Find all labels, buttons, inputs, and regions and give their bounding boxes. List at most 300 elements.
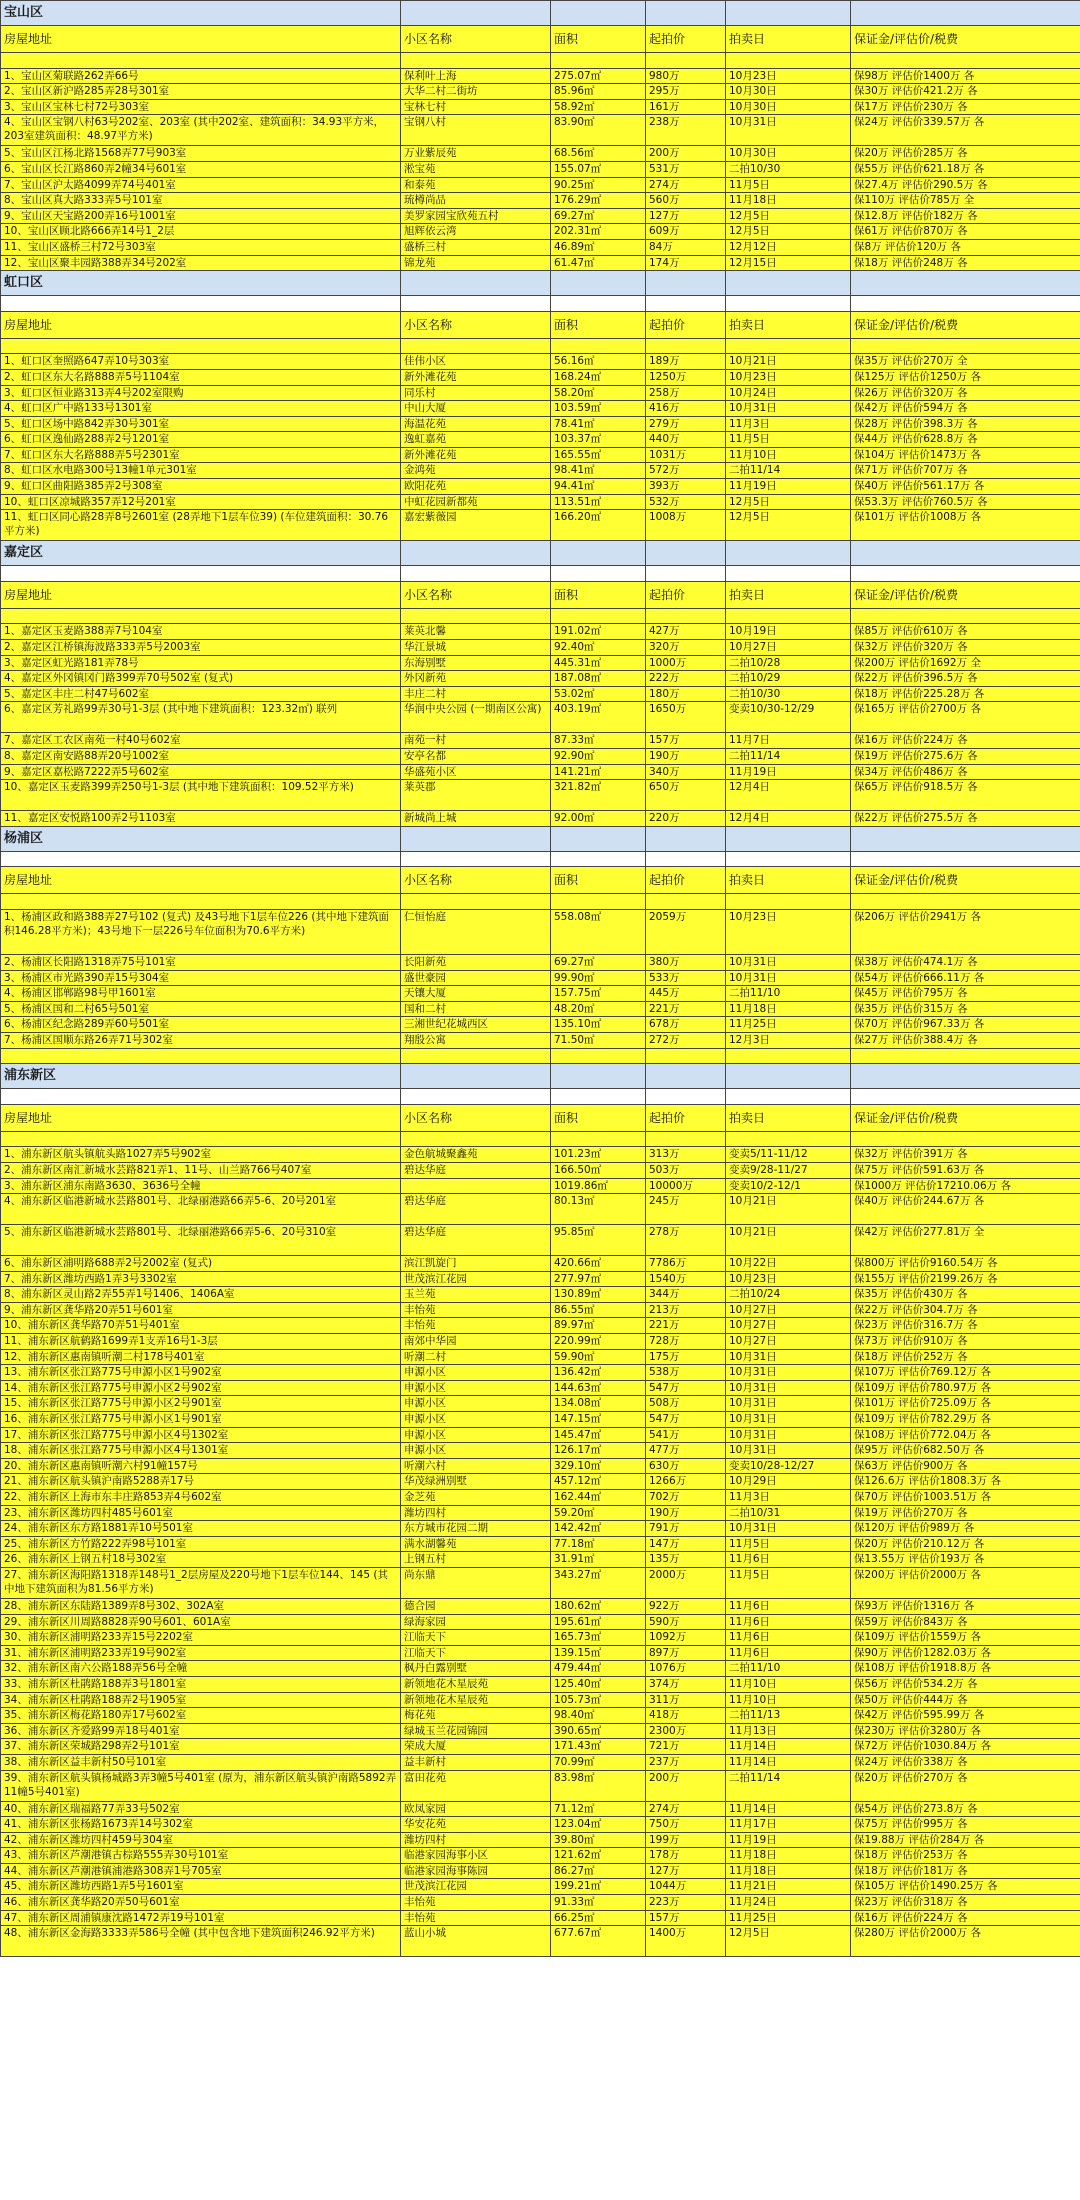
empty-cell	[646, 894, 726, 910]
cell-start-price: 1650万	[646, 702, 726, 733]
column-header-community: 小区名称	[401, 1104, 551, 1131]
cell-address: 13、浦东新区张江路775号申源小区1号902室	[1, 1365, 401, 1381]
table-row	[1, 733, 1080, 749]
cell-address: 2、宝山区新沪路285弄28号301室	[1, 84, 401, 100]
cell-area: 71.12㎡	[551, 1801, 646, 1817]
spacer-row	[1, 894, 1080, 910]
spacer-row	[1, 608, 1080, 624]
cell-deposit-valuation-tax: 保18万 评估价181万 各	[851, 1863, 1080, 1879]
cell-community: 丰怡苑	[401, 1302, 551, 1318]
cell-auction-date: 10月31日	[726, 401, 851, 417]
empty-cell	[726, 53, 851, 69]
table-row	[1, 1848, 1080, 1864]
table-row	[1, 1567, 1080, 1598]
table-row	[1, 510, 1080, 541]
cell-deposit-valuation-tax: 保120万 评估价989万 各	[851, 1521, 1080, 1537]
cell-auction-date: 10月31日	[726, 1427, 851, 1443]
table-row	[1, 749, 1080, 765]
table-row	[1, 1536, 1080, 1552]
cell-community: 欧阳花苑	[401, 479, 551, 495]
cell-auction-date: 11月3日	[726, 416, 851, 432]
table-row	[1, 702, 1080, 733]
cell-start-price: 503万	[646, 1162, 726, 1178]
cell-start-price: 572万	[646, 463, 726, 479]
column-header-deposit-valuation-tax: 保证金/评估价/税费	[851, 1104, 1080, 1131]
cell-auction-date: 11月25日	[726, 1910, 851, 1926]
cell-start-price: 702万	[646, 1490, 726, 1506]
column-header-deposit-valuation-tax: 保证金/评估价/税费	[851, 311, 1080, 338]
empty-cell	[646, 271, 726, 296]
cell-address: 20、浦东新区惠南镇听潮六村91幢157号	[1, 1458, 401, 1474]
table-row	[1, 1412, 1080, 1428]
table-row	[1, 1302, 1080, 1318]
cell-area: 187.08㎡	[551, 671, 646, 687]
cell-community: 丰怡苑	[401, 1318, 551, 1334]
cell-start-price: 980万	[646, 68, 726, 84]
cell-auction-date: 二拍10/28	[726, 655, 851, 671]
cell-deposit-valuation-tax: 保17万 评估价230万 各	[851, 99, 1080, 115]
cell-community: 绿海家园	[401, 1614, 551, 1630]
column-header-row	[1, 311, 1080, 338]
cell-start-price: 175万	[646, 1349, 726, 1365]
empty-cell	[401, 541, 551, 566]
cell-deposit-valuation-tax: 保19万 评估价275.6万 各	[851, 749, 1080, 765]
column-header-area: 面积	[551, 26, 646, 53]
cell-address: 5、杨浦区国和二村65号501室	[1, 1001, 401, 1017]
table-row	[1, 1194, 1080, 1225]
cell-deposit-valuation-tax: 保32万 评估价320万 各	[851, 640, 1080, 656]
cell-community: 潍坊四村	[401, 1832, 551, 1848]
table-row	[1, 208, 1080, 224]
cell-auction-date: 11月19日	[726, 764, 851, 780]
cell-deposit-valuation-tax: 保16万 评估价224万 各	[851, 1910, 1080, 1926]
empty-cell	[646, 1064, 726, 1089]
cell-area: 80.13㎡	[551, 1194, 646, 1225]
empty-cell	[1, 608, 401, 624]
cell-community: 蓝山小城	[401, 1926, 551, 1957]
table-row	[1, 255, 1080, 271]
cell-area: 134.08㎡	[551, 1396, 646, 1412]
table-row	[1, 764, 1080, 780]
cell-deposit-valuation-tax: 保126.6万 评估价1808.3万 各	[851, 1474, 1080, 1490]
cell-auction-date: 12月5日	[726, 224, 851, 240]
cell-auction-date: 11月18日	[726, 193, 851, 209]
cell-deposit-valuation-tax: 保42万 评估价595.99万 各	[851, 1708, 1080, 1724]
empty-cell	[551, 566, 646, 582]
cell-address: 8、宝山区真大路333弄5号101室	[1, 193, 401, 209]
cell-community: 江临天下	[401, 1630, 551, 1646]
cell-community: 新城尚上城	[401, 811, 551, 827]
cell-address: 10、宝山区顾北路666弄14号1_2层	[1, 224, 401, 240]
empty-cell	[551, 1064, 646, 1089]
cell-community: 申源小区	[401, 1427, 551, 1443]
empty-cell	[726, 566, 851, 582]
column-header-community: 小区名称	[401, 26, 551, 53]
cell-area: 321.82㎡	[551, 780, 646, 811]
cell-community: 安亭名都	[401, 749, 551, 765]
cell-community: 华茂绿洲别墅	[401, 1474, 551, 1490]
cell-community: 富田花苑	[401, 1770, 551, 1801]
cell-deposit-valuation-tax: 保71万 评估价707万 各	[851, 463, 1080, 479]
cell-address: 7、嘉定区工农区南苑一村40号602室	[1, 733, 401, 749]
column-header-auction-date: 拍卖日	[726, 1104, 851, 1131]
cell-address: 2、虹口区东大名路888弄5号1104室	[1, 369, 401, 385]
cell-community: 同乐村	[401, 385, 551, 401]
cell-start-price: 127万	[646, 1863, 726, 1879]
empty-cell	[726, 1, 851, 26]
table-row	[1, 1458, 1080, 1474]
column-header-start-price: 起拍价	[646, 311, 726, 338]
cell-community: 丰怡苑	[401, 1910, 551, 1926]
table-row	[1, 640, 1080, 656]
cell-deposit-valuation-tax: 保20万 评估价210.12万 各	[851, 1536, 1080, 1552]
table-row	[1, 1225, 1080, 1256]
cell-address: 3、浦东新区浦东南路3630、3636号全幢	[1, 1178, 401, 1194]
table-row	[1, 1598, 1080, 1614]
cell-start-price: 393万	[646, 479, 726, 495]
cell-address: 1、杨浦区政和路388弄27号102 (复式) 及43号地下1层车位226 (其中地下建筑面积146.28平方米)；43号地下一层226号车位面积为70.6平方米)	[1, 909, 401, 954]
table-row	[1, 1895, 1080, 1911]
cell-area: 85.96㎡	[551, 84, 646, 100]
cell-auction-date: 10月21日	[726, 1225, 851, 1256]
cell-community: 新领地花木星辰苑	[401, 1676, 551, 1692]
cell-community: 满水湖馨苑	[401, 1536, 551, 1552]
cell-address: 2、浦东新区南汇新城水芸路821弄1、11号、山兰路766号407室	[1, 1162, 401, 1178]
cell-auction-date: 10月30日	[726, 84, 851, 100]
cell-area: 83.90㎡	[551, 115, 646, 146]
cell-deposit-valuation-tax: 保109万 评估价782.29万 各	[851, 1412, 1080, 1428]
cell-area: 171.43㎡	[551, 1739, 646, 1755]
column-header-address: 房屋地址	[1, 581, 401, 608]
cell-auction-date: 10月27日	[726, 640, 851, 656]
cell-community: 佳伟小区	[401, 354, 551, 370]
cell-auction-date: 11月7日	[726, 733, 851, 749]
cell-auction-date: 10月31日	[726, 1443, 851, 1459]
cell-address: 2、嘉定区江桥镇海波路333弄5号2003室	[1, 640, 401, 656]
cell-start-price: 650万	[646, 780, 726, 811]
cell-start-price: 190万	[646, 1505, 726, 1521]
cell-deposit-valuation-tax: 保155万 评估价2199.26万 各	[851, 1271, 1080, 1287]
cell-area: 445.31㎡	[551, 655, 646, 671]
empty-cell	[646, 851, 726, 867]
cell-start-price: 630万	[646, 1458, 726, 1474]
cell-start-price: 897万	[646, 1645, 726, 1661]
table-row	[1, 1474, 1080, 1490]
cell-community: 三湘世纪花城西区	[401, 1017, 551, 1033]
cell-start-price: 1000万	[646, 655, 726, 671]
cell-area: 162.44㎡	[551, 1490, 646, 1506]
cell-area: 103.37㎡	[551, 432, 646, 448]
cell-area: 142.42㎡	[551, 1521, 646, 1537]
cell-deposit-valuation-tax: 保108万 评估价1918.8万 各	[851, 1661, 1080, 1677]
cell-community: 华润中央公园 (一期南区公寓)	[401, 702, 551, 733]
cell-deposit-valuation-tax: 保24万 评估价339.57万 各	[851, 115, 1080, 146]
section-title-row	[1, 1, 1080, 26]
cell-address: 6、杨浦区纪念路289弄60号501室	[1, 1017, 401, 1033]
cell-community: 益丰新村	[401, 1754, 551, 1770]
cell-address: 44、浦东新区芦潮港镇浦港路308弄1号705室	[1, 1863, 401, 1879]
cell-deposit-valuation-tax: 保1000万 评估价17210.06万 各	[851, 1178, 1080, 1194]
column-header-area: 面积	[551, 1104, 646, 1131]
cell-start-price: 135万	[646, 1552, 726, 1568]
empty-cell	[646, 608, 726, 624]
cell-start-price: 2300万	[646, 1723, 726, 1739]
cell-community: 旭辉依云湾	[401, 224, 551, 240]
cell-address: 11、浦东新区航鹤路1699弄1支弄16号1-3层	[1, 1334, 401, 1350]
empty-cell	[551, 1089, 646, 1105]
cell-address: 8、虹口区水电路300号13幢1单元301室	[1, 463, 401, 479]
empty-cell	[851, 1131, 1080, 1147]
table-row	[1, 1863, 1080, 1879]
cell-address: 12、宝山区聚丰园路388弄34号202室	[1, 255, 401, 271]
cell-auction-date: 11月10日	[726, 447, 851, 463]
empty-cell	[401, 608, 551, 624]
cell-start-price: 147万	[646, 1536, 726, 1552]
cell-area: 48.20㎡	[551, 1001, 646, 1017]
cell-area: 94.41㎡	[551, 479, 646, 495]
table-row	[1, 494, 1080, 510]
cell-area: 99.90㎡	[551, 970, 646, 986]
cell-deposit-valuation-tax: 保280万 评估价2000万 各	[851, 1926, 1080, 1957]
cell-area: 70.99㎡	[551, 1754, 646, 1770]
cell-area: 58.92㎡	[551, 99, 646, 115]
cell-area: 92.90㎡	[551, 749, 646, 765]
table-row	[1, 1365, 1080, 1381]
empty-cell	[401, 296, 551, 312]
section-title: 嘉定区	[1, 541, 401, 566]
cell-area: 71.50㎡	[551, 1032, 646, 1048]
cell-deposit-valuation-tax: 保65万 评估价918.5万 各	[851, 780, 1080, 811]
table-row	[1, 1723, 1080, 1739]
cell-start-price: 541万	[646, 1427, 726, 1443]
cell-community: 淞宝苑	[401, 161, 551, 177]
cell-community: 东海别墅	[401, 655, 551, 671]
column-header-area: 面积	[551, 867, 646, 894]
column-header-row	[1, 867, 1080, 894]
table-row	[1, 1645, 1080, 1661]
spacer-row	[1, 1131, 1080, 1147]
cell-auction-date: 11月18日	[726, 1863, 851, 1879]
cell-deposit-valuation-tax: 保19万 评估价270万 各	[851, 1505, 1080, 1521]
cell-start-price: 237万	[646, 1754, 726, 1770]
cell-address: 7、虹口区东大名路888弄5号2301室	[1, 447, 401, 463]
cell-address: 15、浦东新区张江路775号申源小区2号901室	[1, 1396, 401, 1412]
cell-start-price: 221万	[646, 1318, 726, 1334]
cell-community: 盛世豪园	[401, 970, 551, 986]
cell-area: 103.59㎡	[551, 401, 646, 417]
cell-start-price: 221万	[646, 1001, 726, 1017]
cell-auction-date: 11月17日	[726, 1817, 851, 1833]
column-header-community: 小区名称	[401, 581, 551, 608]
cell-area: 195.61㎡	[551, 1614, 646, 1630]
empty-cell	[646, 1089, 726, 1105]
table-row	[1, 1256, 1080, 1272]
cell-deposit-valuation-tax: 保90万 评估价1282.03万 各	[851, 1645, 1080, 1661]
cell-address: 14、浦东新区张江路775号申源小区2号902室	[1, 1380, 401, 1396]
cell-area: 56.16㎡	[551, 354, 646, 370]
cell-community: 锦龙苑	[401, 255, 551, 271]
cell-address: 46、浦东新区龚华路20弄50号601室	[1, 1895, 401, 1911]
cell-area: 145.47㎡	[551, 1427, 646, 1443]
cell-area: 123.04㎡	[551, 1817, 646, 1833]
cell-community: 金鸿苑	[401, 463, 551, 479]
cell-community: 听潮六村	[401, 1458, 551, 1474]
cell-area: 420.66㎡	[551, 1256, 646, 1272]
empty-cell	[401, 826, 551, 851]
cell-deposit-valuation-tax: 保72万 评估价1030.84万 各	[851, 1739, 1080, 1755]
cell-deposit-valuation-tax: 保16万 评估价224万 各	[851, 733, 1080, 749]
cell-auction-date: 10月31日	[726, 1380, 851, 1396]
cell-start-price: 532万	[646, 494, 726, 510]
cell-area: 329.10㎡	[551, 1458, 646, 1474]
cell-area: 165.55㎡	[551, 447, 646, 463]
cell-address: 48、浦东新区金海路3333弄586号全幢 (其中包含地下建筑面积246.92平方米)	[1, 1926, 401, 1957]
cell-deposit-valuation-tax: 保35万 评估价430万 各	[851, 1287, 1080, 1303]
cell-community: 外冈新苑	[401, 671, 551, 687]
cell-community: 碧达华庭	[401, 1194, 551, 1225]
column-header-area: 面积	[551, 581, 646, 608]
column-header-address: 房屋地址	[1, 311, 401, 338]
cell-auction-date: 10月31日	[726, 970, 851, 986]
cell-deposit-valuation-tax: 保22万 评估价396.5万 各	[851, 671, 1080, 687]
column-header-auction-date: 拍卖日	[726, 867, 851, 894]
cell-start-price: 531万	[646, 161, 726, 177]
empty-cell	[1, 296, 401, 312]
cell-start-price: 922万	[646, 1598, 726, 1614]
cell-area: 390.65㎡	[551, 1723, 646, 1739]
cell-deposit-valuation-tax: 保206万 评估价2941万 各	[851, 909, 1080, 954]
cell-auction-date: 11月13日	[726, 1723, 851, 1739]
cell-community: 南苑一村	[401, 733, 551, 749]
cell-address: 1、虹口区奎照路647弄10号303室	[1, 354, 401, 370]
cell-start-price: 547万	[646, 1380, 726, 1396]
cell-auction-date: 11月14日	[726, 1801, 851, 1817]
table-row	[1, 1754, 1080, 1770]
column-header-community: 小区名称	[401, 867, 551, 894]
cell-address: 6、浦东新区浦明路688弄2号2002室 (复式)	[1, 1256, 401, 1272]
cell-address: 41、浦东新区张杨路1673弄14号302室	[1, 1817, 401, 1833]
cell-address: 4、虹口区广中路133号1301室	[1, 401, 401, 417]
cell-address: 1、嘉定区玉麦路388弄7号104室	[1, 624, 401, 640]
table-row	[1, 146, 1080, 162]
cell-deposit-valuation-tax: 保44万 评估价628.8万 各	[851, 432, 1080, 448]
cell-deposit-valuation-tax: 保109万 评估价780.97万 各	[851, 1380, 1080, 1396]
column-header-address: 房屋地址	[1, 26, 401, 53]
cell-address: 32、浦东新区南六公路188弄56号全幢	[1, 1661, 401, 1677]
cell-deposit-valuation-tax: 保54万 评估价666.11万 各	[851, 970, 1080, 986]
cell-community: 尚东鼎	[401, 1567, 551, 1598]
cell-start-price: 157万	[646, 1910, 726, 1926]
cell-address: 7、浦东新区潍坊西路1弄3号3302室	[1, 1271, 401, 1287]
cell-auction-date: 二拍10/31	[726, 1505, 851, 1521]
cell-address: 38、浦东新区益丰新村50号101室	[1, 1754, 401, 1770]
cell-deposit-valuation-tax: 保45万 评估价795万 各	[851, 986, 1080, 1002]
cell-area: 90.25㎡	[551, 177, 646, 193]
cell-address: 42、浦东新区潍坊四村459号304室	[1, 1832, 401, 1848]
cell-auction-date: 10月29日	[726, 1474, 851, 1490]
cell-auction-date: 10月31日	[726, 1365, 851, 1381]
table-row	[1, 1287, 1080, 1303]
empty-cell	[401, 271, 551, 296]
cell-deposit-valuation-tax: 保109万 评估价1559万 各	[851, 1630, 1080, 1646]
cell-auction-date: 11月14日	[726, 1754, 851, 1770]
empty-cell	[646, 566, 726, 582]
cell-address: 2、杨浦区长阳路1318弄75号101室	[1, 954, 401, 970]
cell-address: 23、浦东新区潍坊四村485号601室	[1, 1505, 401, 1521]
cell-auction-date: 10月30日	[726, 146, 851, 162]
cell-address: 1、浦东新区航头镇航头路1027弄5号902室	[1, 1147, 401, 1163]
cell-community: 万业紫辰苑	[401, 146, 551, 162]
cell-auction-date: 二拍11/10	[726, 986, 851, 1002]
cell-deposit-valuation-tax: 保50万 评估价444万 各	[851, 1692, 1080, 1708]
cell-community: 盛桥三村	[401, 239, 551, 255]
cell-address: 11、虹口区同心路28弄8号2601室 (28弄地下1层车位39) (车位建筑面积：30.76平方米)	[1, 510, 401, 541]
cell-community: 碧达华庭	[401, 1225, 551, 1256]
cell-auction-date: 11月5日	[726, 1536, 851, 1552]
column-header-address: 房屋地址	[1, 1104, 401, 1131]
cell-deposit-valuation-tax: 保20万 评估价270万 各	[851, 1770, 1080, 1801]
empty-cell	[401, 338, 551, 354]
cell-area: 87.33㎡	[551, 733, 646, 749]
cell-address: 1、宝山区菊联路262弄66号	[1, 68, 401, 84]
cell-auction-date: 10月24日	[726, 385, 851, 401]
cell-community: 枫丹白露别墅	[401, 1661, 551, 1677]
cell-start-price: 238万	[646, 115, 726, 146]
empty-cell	[726, 851, 851, 867]
empty-cell	[851, 566, 1080, 582]
cell-start-price: 157万	[646, 733, 726, 749]
cell-address: 27、浦东新区海阳路1318弄148号1_2层房屋及220号地下1层车位144、145 (其中地下建筑面积为81.56平方米)	[1, 1567, 401, 1598]
cell-area: 479.44㎡	[551, 1661, 646, 1677]
cell-address: 9、浦东新区龚华路20弄51号601室	[1, 1302, 401, 1318]
cell-deposit-valuation-tax: 保800万 评估价9160.54万 各	[851, 1256, 1080, 1272]
table-row	[1, 1879, 1080, 1895]
cell-area: 558.08㎡	[551, 909, 646, 954]
cell-community: 保利叶上海	[401, 68, 551, 84]
cell-deposit-valuation-tax: 保61万 评估价870万 各	[851, 224, 1080, 240]
cell-deposit-valuation-tax: 保42万 评估价277.81万 全	[851, 1225, 1080, 1256]
cell-start-price: 2000万	[646, 1567, 726, 1598]
empty-cell	[401, 1131, 551, 1147]
cell-area: 677.67㎡	[551, 1926, 646, 1957]
cell-address: 31、浦东新区浦明路233弄19号902室	[1, 1645, 401, 1661]
cell-area: 78.41㎡	[551, 416, 646, 432]
cell-start-price: 311万	[646, 1692, 726, 1708]
cell-address: 5、浦东新区临港新城水芸路801号、北绿丽港路66弄5-6、20号310室	[1, 1225, 401, 1256]
empty-cell	[1, 851, 401, 867]
cell-auction-date: 12月4日	[726, 811, 851, 827]
cell-deposit-valuation-tax: 保24万 评估价338万 各	[851, 1754, 1080, 1770]
cell-community: 中虹花园新都苑	[401, 494, 551, 510]
cell-start-price: 728万	[646, 1334, 726, 1350]
empty-cell	[551, 1048, 646, 1064]
table-row	[1, 401, 1080, 417]
cell-community: 滨江凯旋门	[401, 1256, 551, 1272]
cell-start-price: 258万	[646, 385, 726, 401]
cell-deposit-valuation-tax: 保40万 评估价244.67万 各	[851, 1194, 1080, 1225]
column-header-row	[1, 581, 1080, 608]
cell-auction-date: 10月30日	[726, 99, 851, 115]
table-row	[1, 177, 1080, 193]
cell-auction-date: 10月22日	[726, 1256, 851, 1272]
empty-cell	[726, 1089, 851, 1105]
cell-deposit-valuation-tax: 保95万 评估价682.50万 各	[851, 1443, 1080, 1459]
cell-start-price: 374万	[646, 1676, 726, 1692]
cell-community: 仁恒怡庭	[401, 909, 551, 954]
cell-auction-date: 11月5日	[726, 1567, 851, 1598]
cell-address: 24、浦东新区东方路1881弄10号501室	[1, 1521, 401, 1537]
cell-area: 68.56㎡	[551, 146, 646, 162]
